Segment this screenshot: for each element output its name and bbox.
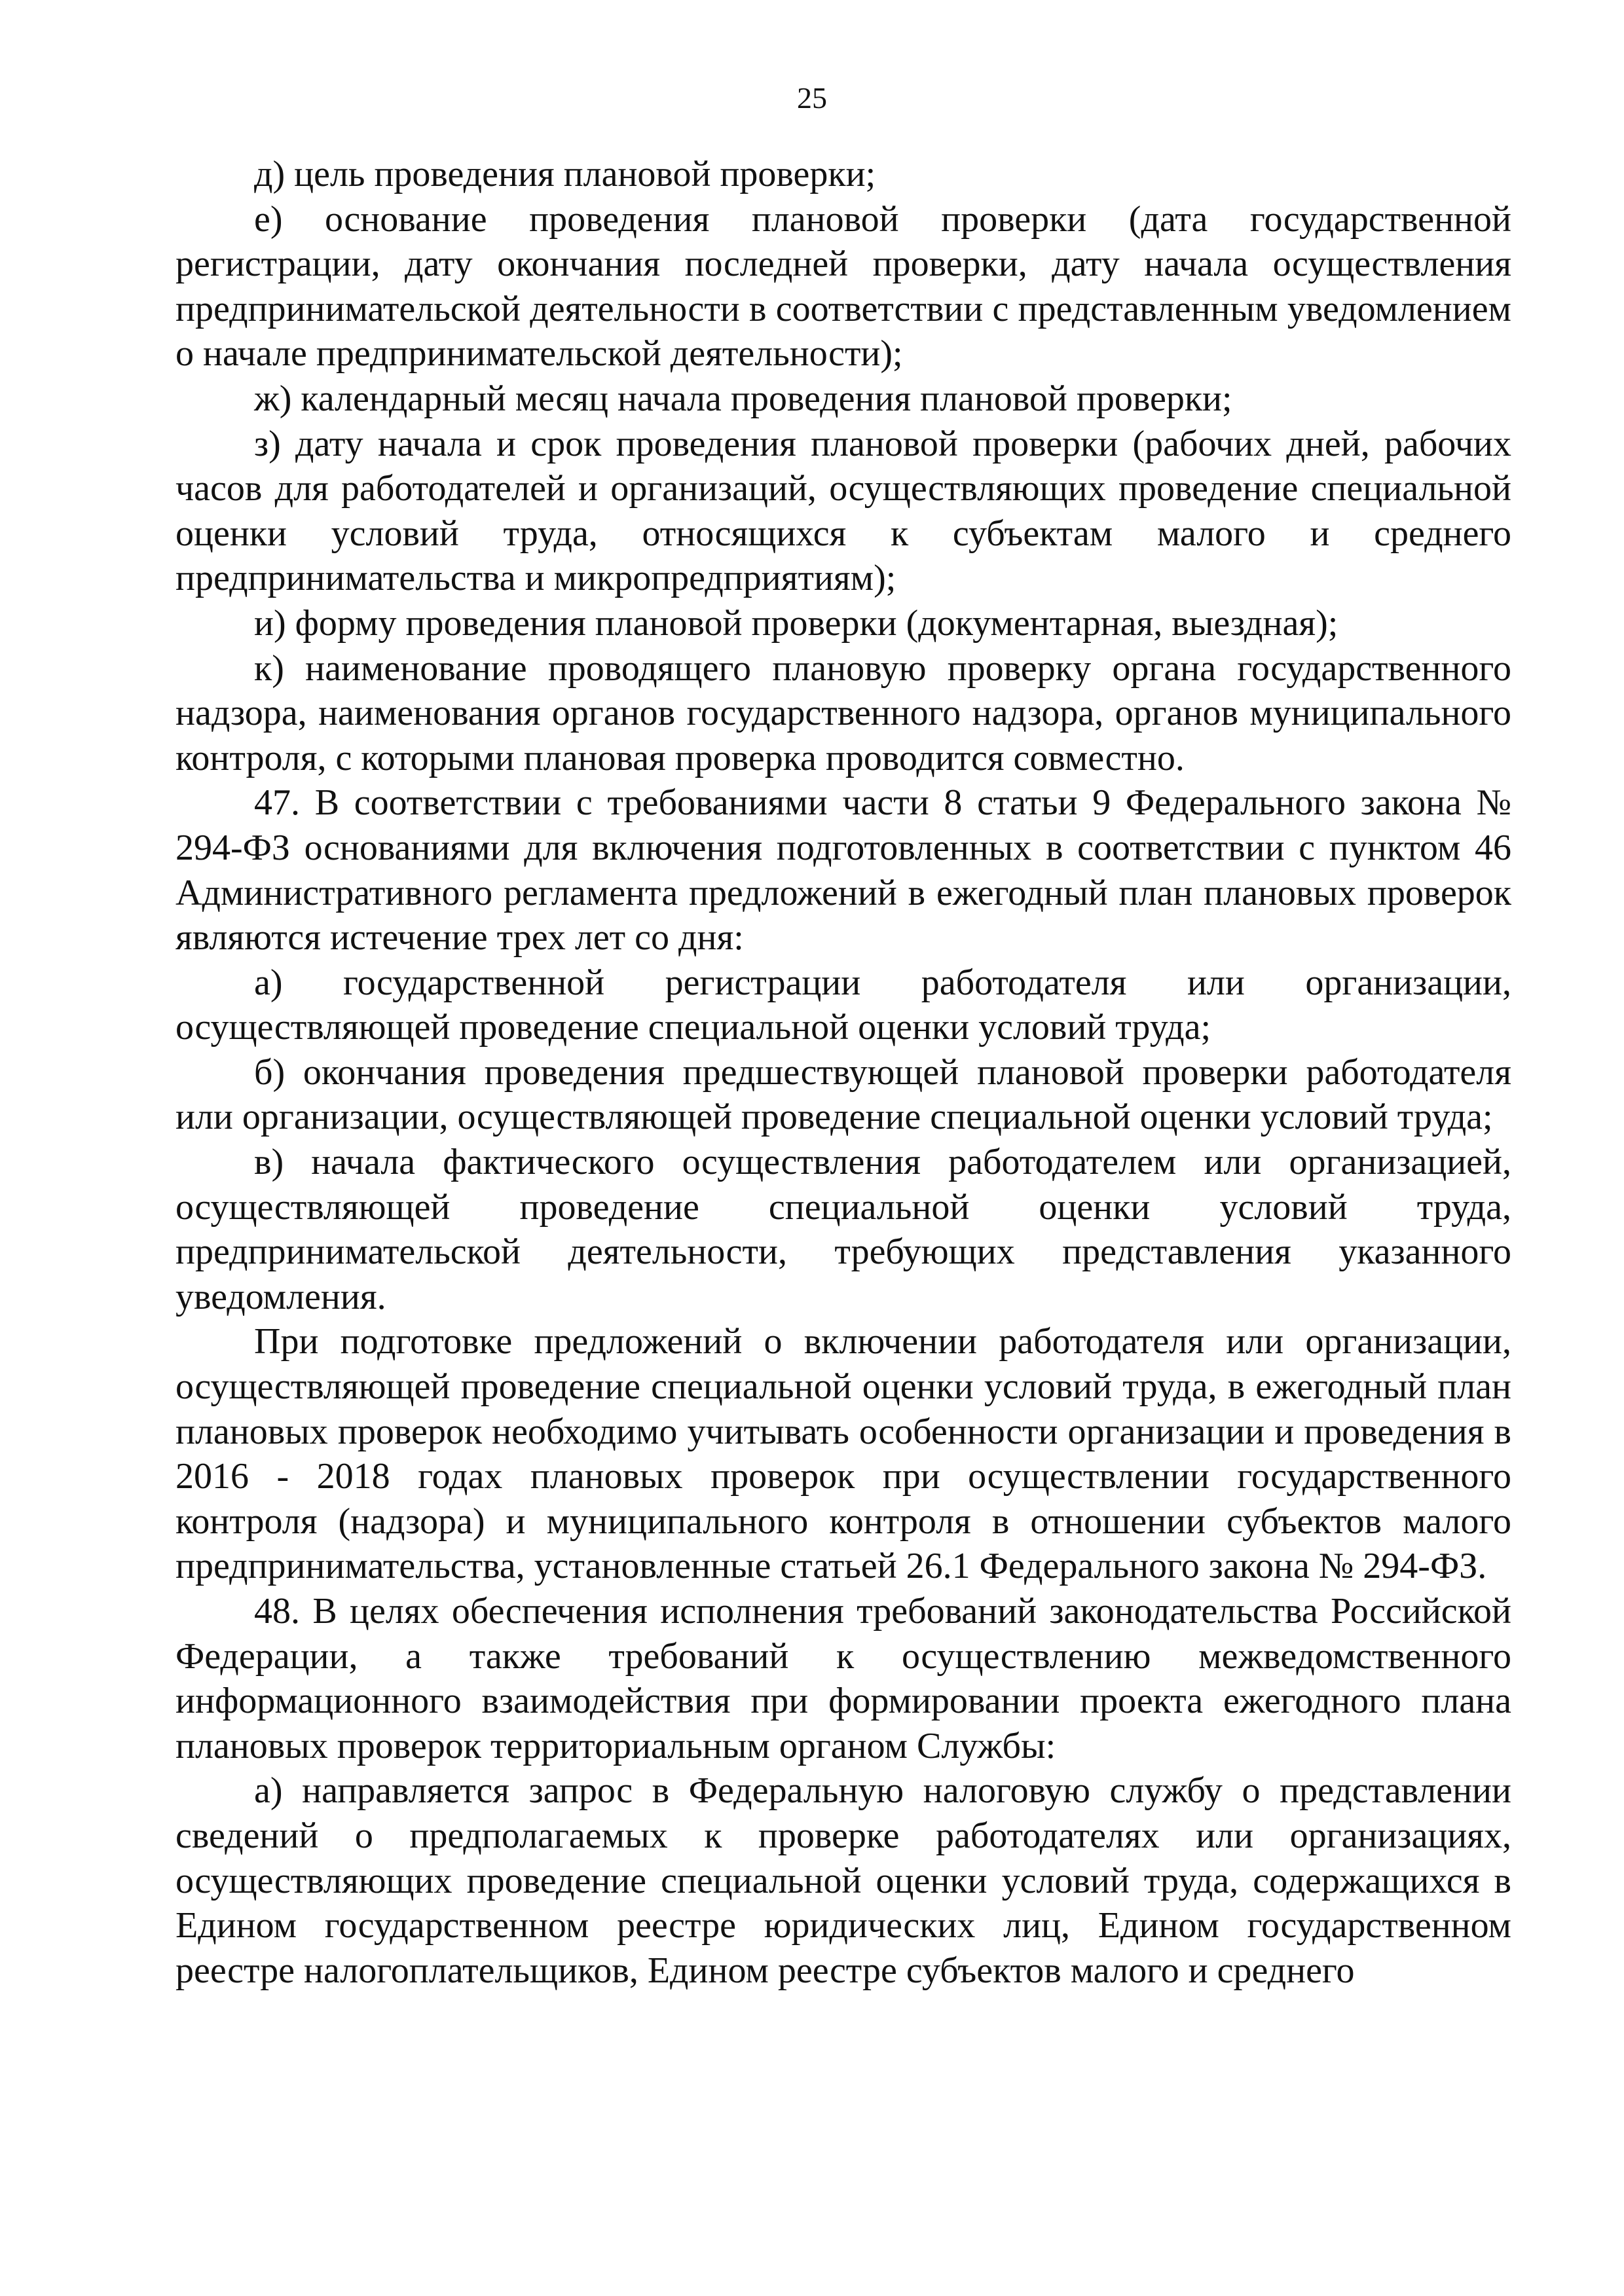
paragraph-section-47: 47. В соответствии с требованиями части 8 статьи 9 Федерального закона № 294-ФЗ основаниями для включения подготовленных в соответствии с пунктом 46 Административного регламента предложений в ежегодный план плановых проверок являются истечение трех лет со дня: <box>175 782 1511 958</box>
paragraph-item-z: з) дату начала и срок проведения плановой проверки (рабочих дней, рабочих часов для работодателей и организаций, осуществляющих проведение специальной оценки условий труда, относящихся к субъектам малого и среднего предпринимательства и микропредприятиям); <box>175 423 1511 599</box>
paragraph-item-d: д) цель проведения плановой проверки; <box>254 154 876 194</box>
paragraph-item-k: к) наименование проводящего плановую проверку органа государственного надзора, наименования органов государственного надзора, органов муниципального контроля, с которыми плановая проверка проводится совместно. <box>175 647 1511 778</box>
paragraph-item-47b: б) окончания проведения предшествующей плановой проверки работодателя или организации, осуществляющей проведение специальной оценки условий труда; <box>175 1051 1511 1138</box>
page-number: 25 <box>797 81 827 115</box>
paragraph-item-zh: ж) календарный месяц начала проведения плановой проверки; <box>254 378 1232 419</box>
paragraph-item-e: е) основание проведения плановой проверки (дата государственной регистрации, дату окончания последней проверки, дату начала осуществления предпринимательской деятельности в соответствии с представленным уведомлением о начале предпринимательской деятельности); <box>175 198 1511 374</box>
paragraph-item-i: и) форму проведения плановой проверки (документарная, выездная); <box>254 602 1338 644</box>
paragraph-item-48a: а) направляется запрос в Федеральную налоговую службу о представлении сведений о предполагаемых к проверке работодателях или организациях, осуществляющих проведение специальной оценки условий труда, содержащихся в Едином государственном реестре юридических лиц, Едином государственном реестре налогоплательщиков, Едином реестре субъектов малого и среднего <box>175 1770 1511 1991</box>
document-body <box>175 152 1511 1993</box>
paragraph-item-47v: в) начала фактического осуществления работодателем или организацией, осуществляющей проведение специальной оценки условий труда, предпринимательской деятельности, требующих представления указанного уведомления. <box>175 1142 1511 1317</box>
paragraph-section-48: 48. В целях обеспечения исполнения требований законодательства Российской Федерации, а также требований к осуществлению межведомственного информационного взаимодействия при формировании проекта ежегодного плана плановых проверок территориальным органом Службы: <box>175 1591 1511 1766</box>
paragraph-preparation-note: При подготовке предложений о включении работодателя или организации, осуществляющей проведение специальной оценки условий труда, в ежегодный план плановых проверок необходимо учитывать особенности организации и проведения в 2016 - 2018 годах плановых проверок при осуществлении государственного контроля (надзора) и муниципального контроля в отношении субъектов малого предпринимательства, установленные статьей 26.1 Федерального закона № 294-ФЗ. <box>175 1321 1511 1587</box>
paragraph-item-47a: а) государственной регистрации работодателя или организации, осуществляющей проведение специальной оценки условий труда; <box>175 962 1511 1048</box>
